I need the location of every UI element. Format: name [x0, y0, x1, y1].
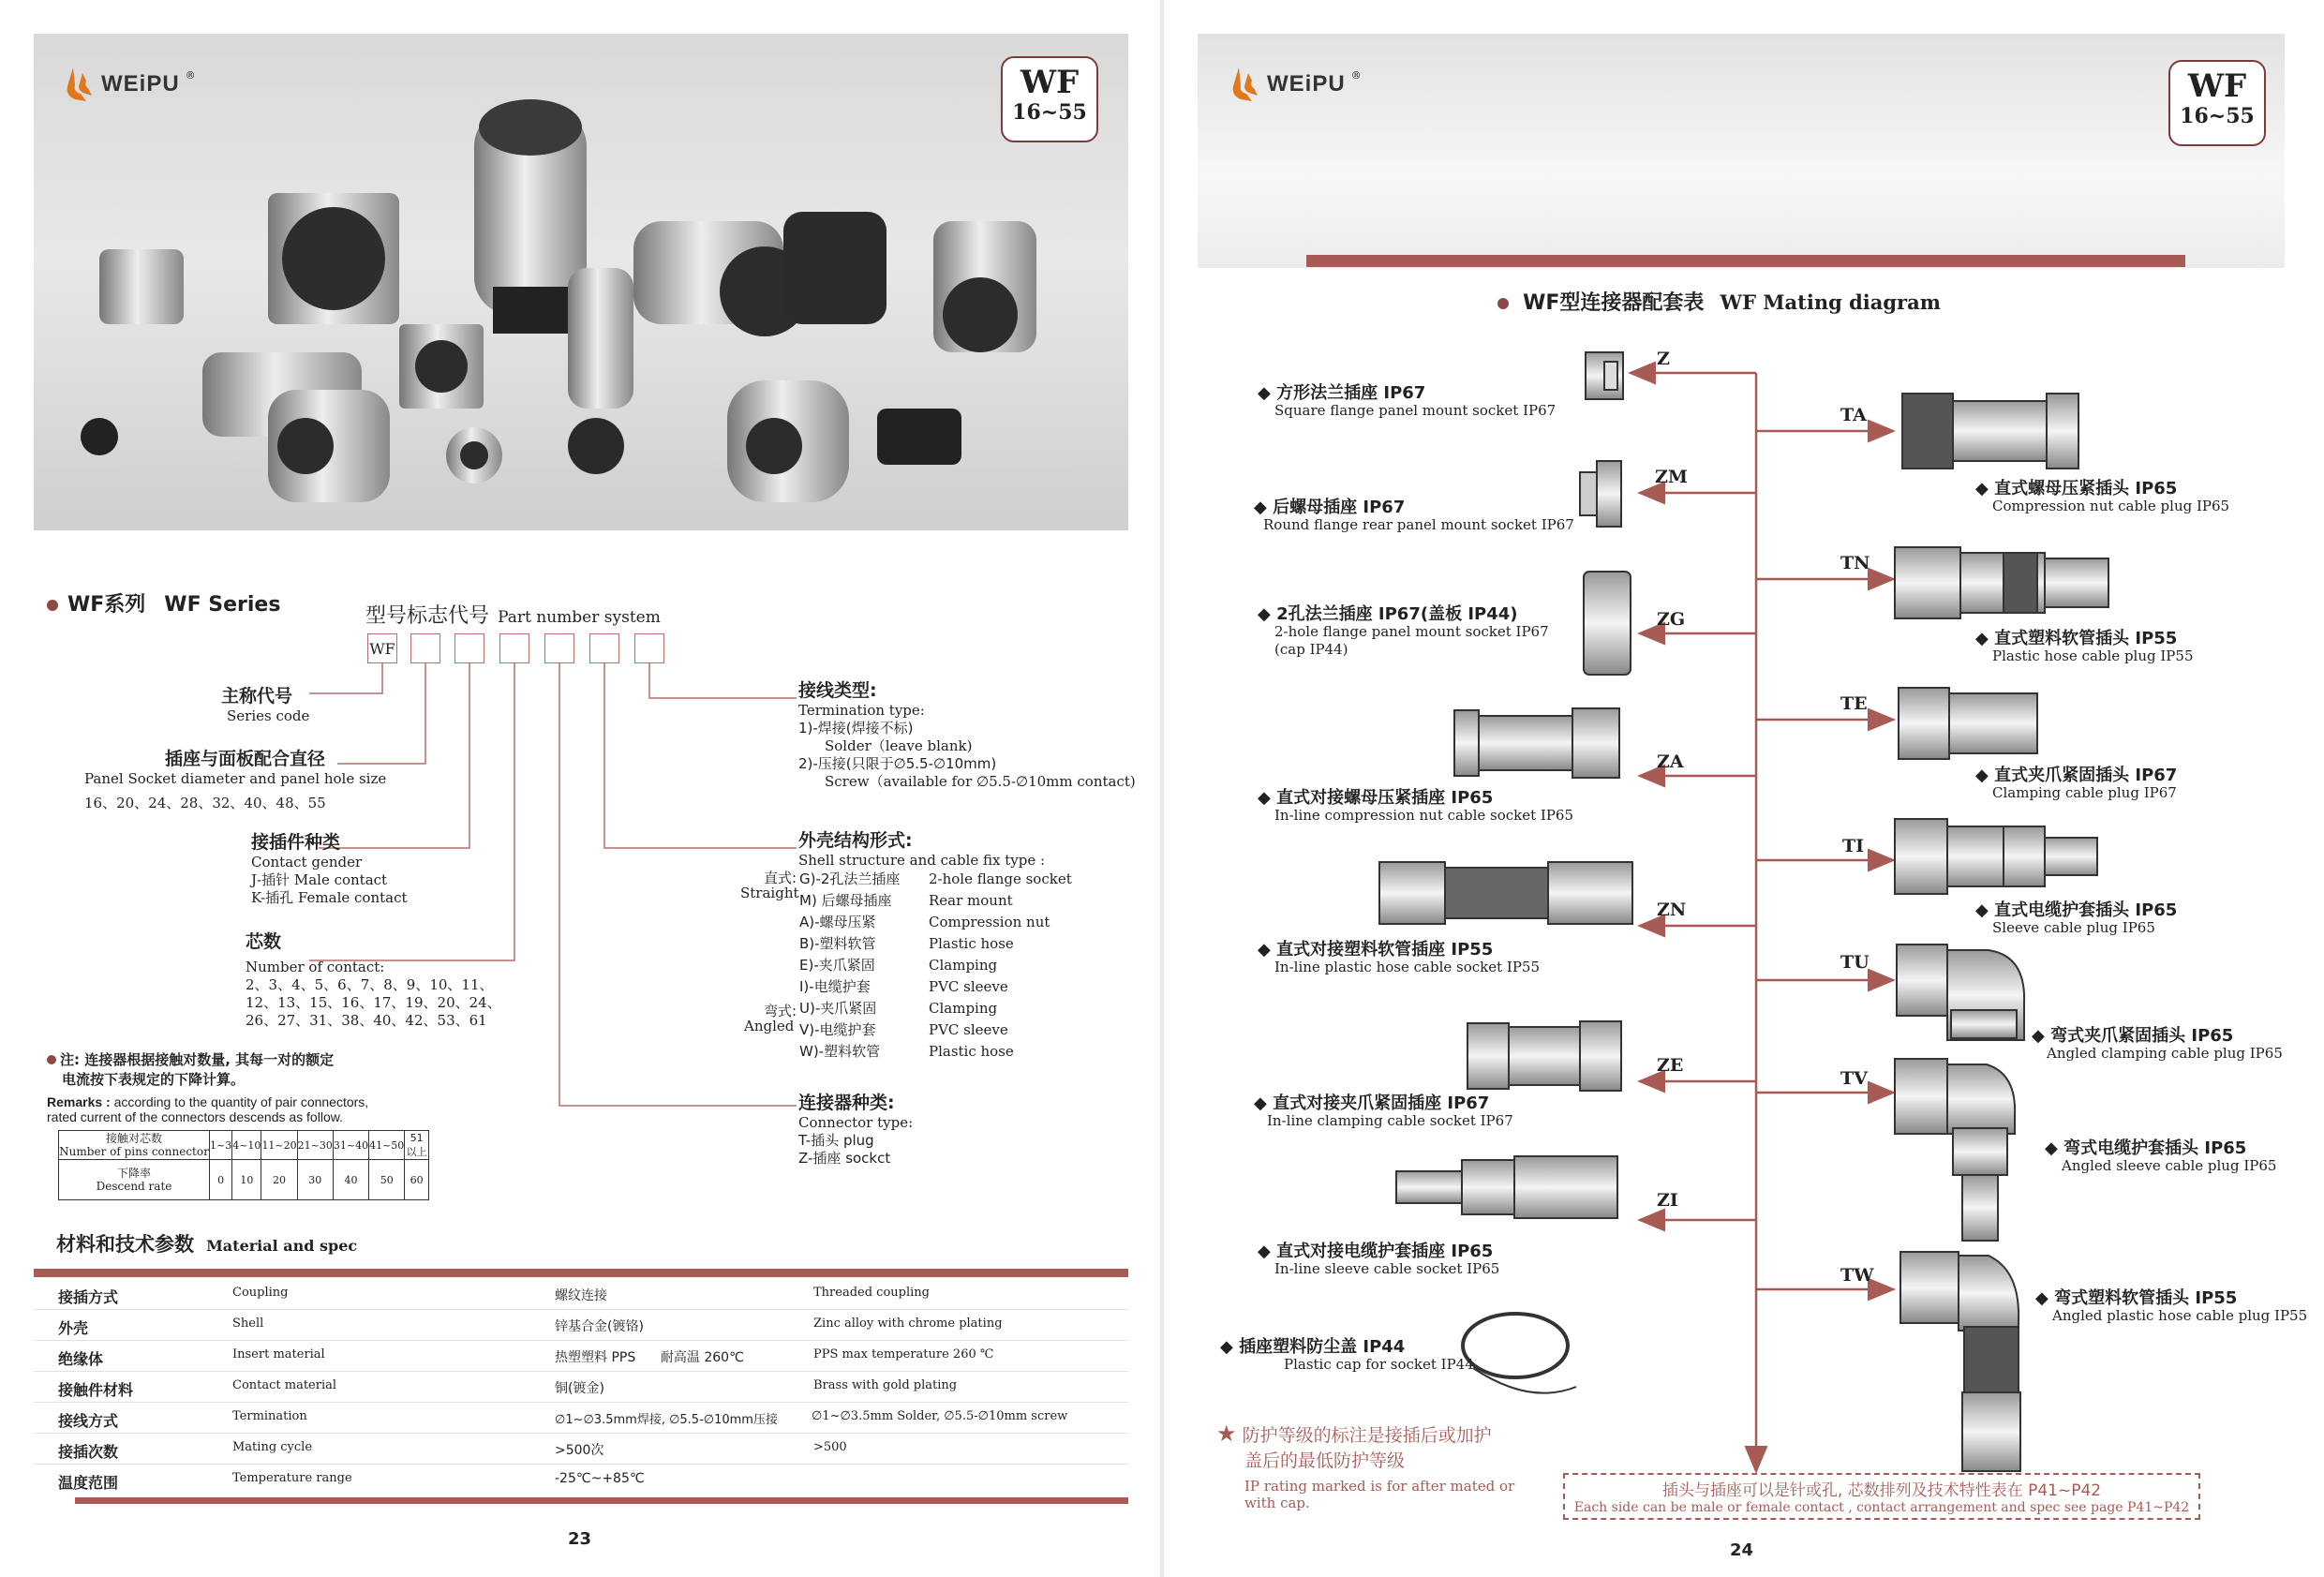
spec-row — [34, 1371, 1128, 1403]
shell-row — [799, 870, 1072, 891]
spec-label-cn: 接触件材料 — [58, 1381, 134, 1399]
shell-row-code: A)-螺母压紧 — [799, 914, 876, 930]
plug-en: Angled sleeve cable plug IP65 — [2062, 1157, 2277, 1174]
diameter-en: Panel Socket diameter and panel hole size — [84, 770, 387, 787]
shell-row — [799, 999, 1072, 1020]
derating-rate-cell: 0 — [210, 1160, 232, 1200]
spec-label-en: Termination — [232, 1409, 307, 1423]
termination-solder-en: Solder（leave blank) — [825, 737, 973, 754]
mating-heading-en: WF Mating diagram — [1720, 290, 1941, 314]
shell-row — [799, 956, 1072, 977]
right-page — [1164, 0, 2324, 1577]
socket-cn: 直式对接电缆护套插座 IP65 — [1276, 1242, 1494, 1261]
cap-cn: 插座塑料防尘盖 IP44 — [1239, 1337, 1406, 1357]
contact-gender-female: K-插孔 Female contact — [251, 889, 408, 906]
connector-type-en: Connector type: — [798, 1114, 914, 1131]
plug-en: Sleeve cable plug IP65 — [1992, 919, 2155, 936]
derating-rate-cell: 40 — [333, 1160, 368, 1200]
shell-row — [799, 891, 1072, 913]
derating-pins-cell: 4~10 — [232, 1131, 261, 1160]
derating-rate-cell: 50 — [369, 1160, 405, 1200]
spec-value-en: Threaded coupling — [813, 1286, 930, 1300]
contacts-values-2: 12、13、15、16、17、19、20、24、 — [246, 994, 501, 1011]
contact-gender-en: Contact gender — [251, 854, 363, 870]
socket-desc: ◆ 方形法兰插座 IP67 Square flange panel mount socket IP67 — [1258, 383, 1557, 419]
shell-structure-label — [798, 826, 1045, 870]
spec-value-en: >500 — [813, 1440, 847, 1454]
spec-value-en: PPS max temperature 260 ℃ — [813, 1347, 994, 1361]
termination-screw-cn: 2)-压接(只限于∅5.5-∅10mm) — [798, 755, 997, 772]
diameter-cn: 插座与面板配合直径 — [165, 749, 326, 769]
material-heading-en: Material and spec — [206, 1237, 358, 1255]
shell-row-en: Rear mount — [929, 892, 1013, 909]
plug-cn: 直式螺母压紧插头 IP65 — [1994, 479, 2178, 498]
derating-table — [58, 1130, 429, 1200]
socket-desc: ◆ 直式对接夹爪紧固插座 IP67 In-line clamping cable socket IP67 — [1254, 1093, 1513, 1129]
derating-row-pins — [59, 1131, 429, 1160]
page-number-right: 24 — [1730, 1540, 1754, 1560]
spec-label-cn: 绝缘体 — [58, 1350, 104, 1368]
shell-row-en: PVC sleeve — [929, 978, 1008, 995]
note-en-1: according to the quantity of pair connectors, — [113, 1094, 369, 1109]
spec-value-cn: 锌基合金(镀铬) — [555, 1319, 644, 1334]
shell-row-en: 2-hole flange socket — [929, 870, 1072, 887]
spec-value-cn: >500次 — [555, 1443, 604, 1458]
derating-pins-cell: 31~40 — [333, 1131, 368, 1160]
spec-row — [34, 1309, 1128, 1341]
derating-rate-cell: 60 — [405, 1160, 429, 1200]
contact-gender-label — [251, 828, 408, 907]
socket-en: In-line plastic hose cable socket IP55 — [1274, 959, 1541, 975]
spec-label-cn: 外壳 — [58, 1319, 89, 1337]
shell-en: Shell structure and cable fix type : — [798, 852, 1046, 869]
code-tv: TV — [1840, 1068, 1868, 1089]
cap-en: Plastic cap for socket IP44 — [1284, 1356, 1474, 1373]
termination-screw-en: Screw（available for ∅5.5-∅10mm contact) — [825, 773, 1136, 790]
socket-desc: ◆ 直式对接电缆护套插座 IP65 In-line sleeve cable socket IP65 — [1258, 1242, 1500, 1277]
socket-cn: 方形法兰插座 IP67 — [1276, 383, 1426, 403]
ip-note-cn-1: 防护等级的标注是接插后或加护 — [1242, 1425, 1492, 1446]
shell-row — [799, 977, 1072, 999]
spec-row — [34, 1464, 1128, 1495]
remarks-label: Remarks : — [47, 1094, 111, 1109]
spec-label-en: Coupling — [232, 1286, 289, 1300]
plug-desc: ◆ 直式塑料软管插头 IP55 Plastic hose cable plug IP55 — [1975, 629, 2194, 664]
bottom-note-cn: 插头与插座可以是针或孔, 芯数排列及技术特性表在 P41~P42 — [1661, 1481, 2102, 1500]
code-z: Z — [1657, 349, 1670, 369]
shell-row — [799, 934, 1072, 956]
shell-row-en: Compression nut — [929, 914, 1050, 930]
plug-en: Angled clamping cable plug IP65 — [2047, 1045, 2283, 1062]
derating-rate-cell: 30 — [297, 1160, 333, 1200]
ip-note-en-2: with cap. — [1244, 1495, 1310, 1511]
ip-note — [1216, 1421, 1514, 1511]
contacts-en: Number of contact: — [246, 959, 385, 975]
straight-en: Straight — [740, 885, 799, 901]
page-number-left: 23 — [568, 1529, 592, 1549]
plug-desc: ◆ 直式螺母压紧插头 IP65 Compression nut cable plug IP65 — [1975, 479, 2230, 514]
note-cn-2: 电流按下表规定的下降计算。 — [62, 1071, 246, 1088]
derating-row-rates — [59, 1160, 429, 1200]
spec-label-cn: 接线方式 — [58, 1412, 119, 1430]
shell-list — [799, 870, 1072, 1064]
star-icon: ★ — [1216, 1421, 1237, 1447]
socket-cn: 直式对接夹爪紧固插座 IP67 — [1273, 1093, 1490, 1113]
mating-heading-cn: WF型连接器配套表 — [1523, 291, 1705, 315]
spec-value-cn: -25℃~+85℃ — [555, 1471, 645, 1486]
plug-desc: ◆ 直式电缆护套插头 IP65 Sleeve cable plug IP65 — [1975, 900, 2178, 936]
derating-pins-cell: 11~20 — [261, 1131, 297, 1160]
part-number-cn: 型号标志代号 — [365, 604, 490, 628]
socket-en: In-line compression nut cable socket IP65 — [1274, 807, 1574, 824]
shell-row-code: U)-夹爪紧固 — [799, 1000, 877, 1017]
spec-bottom-bar — [75, 1497, 1128, 1504]
derating-rate-cn: 下降率 — [116, 1167, 151, 1180]
plug-desc: ◆ 直式夹爪紧固插头 IP67 Clamping cable plug IP67 — [1975, 766, 2178, 801]
series-code-cn: 主称代号 — [221, 686, 293, 707]
series-heading-cn: WF系列 — [67, 593, 146, 617]
plug-cn: 直式电缆护套插头 IP65 — [1994, 900, 2178, 920]
spec-label-en: Mating cycle — [232, 1440, 313, 1454]
contact-gender-cn: 接插件种类 — [251, 832, 341, 853]
spec-value-en: Brass with gold plating — [813, 1378, 958, 1392]
series-code-label — [221, 682, 309, 724]
socket-desc: ◆ 2孔法兰插座 IP67(盖板 IP44) 2-hole flange panel mount socket IP67 (cap IP44) — [1258, 604, 1549, 658]
plug-cn: 直式夹爪紧固插头 IP67 — [1994, 766, 2178, 785]
derating-pins-cell: 1~3 — [210, 1131, 232, 1160]
spec-label-en: Contact material — [232, 1378, 337, 1392]
plug-desc: ◆ 弯式塑料软管插头 IP55 Angled plastic hose cable plug IP55 — [2035, 1288, 2308, 1324]
shell-row-en: PVC sleeve — [929, 1021, 1008, 1038]
contact-gender-male: J-插针 Male contact — [251, 871, 388, 888]
socket-desc: ◆ 直式对接螺母压紧插座 IP65 In-line compression nut cable socket IP65 — [1258, 788, 1574, 824]
shell-row-code: M) 后螺母插座 — [799, 892, 892, 909]
socket-en: Round flange rear panel mount socket IP67 — [1263, 516, 1574, 533]
connector-type-plug: T-插头 plug — [798, 1132, 874, 1149]
code-ze: ZE — [1657, 1055, 1684, 1076]
spec-label-en: Temperature range — [232, 1471, 352, 1485]
spec-top-bar — [34, 1269, 1128, 1277]
shell-row-en: Plastic hose — [929, 935, 1014, 952]
shell-row-code: W)-塑料软管 — [799, 1043, 881, 1060]
socket-cn: 直式对接塑料软管插座 IP55 — [1276, 940, 1494, 960]
socket-en: 2-hole flange panel mount socket IP67 — [1274, 623, 1549, 640]
derating-pins-cell: 51以上 — [406, 1131, 427, 1158]
plug-cn: 弯式电缆护套插头 IP65 — [2063, 1138, 2247, 1158]
code-zi: ZI — [1657, 1190, 1678, 1211]
plug-en: Clamping cable plug IP67 — [1992, 784, 2177, 801]
cap-desc: ◆ 插座塑料防尘盖 IP44 Plastic cap for socket IP44 — [1220, 1337, 1474, 1373]
socket-cn: 直式对接螺母压紧插座 IP65 — [1276, 788, 1494, 808]
spec-row — [34, 1433, 1128, 1465]
spec-row — [34, 1278, 1128, 1310]
contacts-values-1: 2、3、4、5、6、7、8、9、10、11、 — [246, 976, 494, 993]
socket-desc: ◆ 直式对接塑料软管插座 IP55 In-line plastic hose cable socket IP55 — [1258, 940, 1541, 975]
shell-cn: 外壳结构形式: — [798, 830, 913, 851]
angled-cn: 弯式: — [763, 1003, 797, 1019]
left-page — [0, 0, 1160, 1577]
termination-solder-cn: 1)-焊接(焊接不标) — [798, 720, 914, 736]
code-ta: TA — [1840, 405, 1867, 425]
shell-row-en: Clamping — [929, 957, 998, 974]
shell-row — [799, 913, 1072, 934]
code-zn: ZN — [1657, 900, 1687, 920]
contacts-values-3: 26、27、31、38、40、42、53、61 — [246, 1012, 487, 1029]
termination-en: Termination type: — [798, 702, 925, 719]
connector-type-cn: 连接器种类: — [798, 1093, 895, 1113]
logo-text: WEiPU — [1267, 71, 1346, 97]
termination-label — [798, 677, 1136, 791]
socket-cn: 2孔法兰插座 IP67(盖板 IP44) — [1276, 604, 1518, 624]
plug-en: Angled plastic hose cable plug IP55 — [2052, 1307, 2308, 1324]
bottom-note-en: Each side can be male or female contact , contact arrangement and spec see page P41~P42 — [1573, 1500, 2190, 1515]
spec-value-en: ∅1~∅3.5mm Solder, ∅5.5-∅10mm screw — [812, 1409, 1068, 1423]
badge-series: WF — [2187, 67, 2247, 105]
code-tn: TN — [1840, 553, 1870, 573]
code-zm: ZM — [1655, 467, 1688, 487]
diameter-values: 16、20、24、28、32、40、48、55 — [84, 795, 326, 811]
shell-row-code: I)-电缆护套 — [799, 978, 871, 995]
spec-value-cn: ∅1~∅3.5mm焊接, ∅5.5-∅10mm压接 — [555, 1413, 778, 1427]
series-code-en: Series code — [227, 707, 310, 724]
derating-pins-cell: 21~30 — [297, 1131, 333, 1160]
spec-label-cn: 温度范围 — [58, 1474, 119, 1492]
shell-row-code: E)-夹爪紧固 — [799, 957, 875, 974]
part-number-en: Part number system — [498, 608, 661, 627]
spec-label-en: Shell — [232, 1317, 264, 1331]
badge-range: 16~55 — [1012, 100, 1087, 125]
derating-rate-cell: 10 — [232, 1160, 261, 1200]
registered-mark: ® — [185, 68, 196, 82]
connector-type-socket: Z-插座 sockct — [798, 1150, 891, 1167]
derating-pins-cell: 41~50 — [369, 1131, 405, 1160]
spec-value-cn: 热塑塑料 PPS 耐高温 260℃ — [555, 1350, 744, 1365]
code-za: ZA — [1657, 751, 1684, 772]
plug-en: Plastic hose cable plug IP55 — [1992, 647, 2194, 664]
note-cn-1: 注: 连接器根据接触对数量, 其每一对的额定 — [60, 1051, 335, 1068]
code-ti: TI — [1842, 836, 1865, 856]
code-zg: ZG — [1657, 609, 1686, 630]
logo-text: WEiPU — [101, 71, 180, 97]
spec-label-en: Insert material — [232, 1347, 325, 1361]
socket-en-cap: (cap IP44) — [1274, 641, 1348, 658]
bottom-note-box — [1563, 1473, 2200, 1520]
straight-cn: 直式: — [763, 870, 797, 886]
derating-pins-cn: 接触对芯数 — [105, 1132, 162, 1145]
remarks-note — [47, 1049, 440, 1124]
shell-row-code: V)-电缆护套 — [799, 1021, 876, 1038]
shell-row-en: Clamping — [929, 1000, 998, 1017]
diameter-label — [84, 745, 386, 812]
shell-row-code: B)-塑料软管 — [799, 935, 876, 952]
shell-row-en: Plastic hose — [929, 1043, 1014, 1060]
derating-rate-en: Descend rate — [96, 1180, 172, 1193]
note-en-2: rated current of the connectors descends as follow. — [47, 1109, 343, 1124]
socket-en: In-line sleeve cable socket IP65 — [1274, 1260, 1500, 1277]
spec-value-en: Zinc alloy with chrome plating — [813, 1317, 1003, 1331]
plug-cn: 弯式塑料软管插头 IP55 — [2054, 1288, 2238, 1308]
spec-label-cn: 接插方式 — [58, 1288, 119, 1306]
plug-en: Compression nut cable plug IP65 — [1992, 498, 2230, 514]
ip-note-en-1: IP rating marked is for after mated or — [1244, 1478, 1515, 1495]
plug-cn: 直式塑料软管插头 IP55 — [1994, 629, 2178, 648]
derating-pins-en: Number of pins connector — [59, 1145, 209, 1158]
socket-en: Square flange panel mount socket IP67 — [1274, 402, 1557, 419]
plug-desc: ◆ 弯式电缆护套插头 IP65 Angled sleeve cable plug IP65 — [2045, 1138, 2277, 1174]
registered-mark: ® — [1350, 68, 1362, 82]
spec-row — [34, 1340, 1128, 1372]
spec-value-cn: 螺纹连接 — [555, 1288, 607, 1303]
badge-series: WF — [1020, 64, 1080, 101]
code-te: TE — [1840, 693, 1868, 714]
socket-cn: 后螺母插座 IP67 — [1273, 498, 1406, 517]
series-heading-en: WF Series — [164, 593, 281, 617]
contacts-label — [246, 928, 501, 1030]
spec-row — [34, 1402, 1128, 1434]
angled-en: Angled — [744, 1018, 795, 1034]
socket-en: In-line clamping cable socket IP67 — [1267, 1112, 1513, 1129]
derating-rate-cell: 20 — [261, 1160, 297, 1200]
material-heading-cn: 材料和技术参数 — [56, 1233, 194, 1256]
termination-cn: 接线类型: — [798, 680, 877, 701]
shell-row — [799, 1042, 1072, 1064]
material-heading — [56, 1229, 357, 1257]
socket-desc: ◆ 后螺母插座 IP67 Round flange rear panel mount socket IP67 — [1254, 498, 1574, 533]
badge-range: 16~55 — [2180, 104, 2255, 128]
code-tw: TW — [1840, 1265, 1874, 1286]
contacts-cn: 芯数 — [246, 931, 282, 952]
bullet-icon — [47, 1055, 56, 1064]
connector-type-label — [798, 1089, 913, 1168]
shell-row — [799, 1020, 1072, 1042]
ip-note-cn-2: 盖后的最低防护等级 — [1244, 1451, 1406, 1471]
plug-cn: 弯式夹爪紧固插头 IP65 — [2050, 1026, 2234, 1046]
pn-box-series: WF — [367, 633, 397, 663]
spec-value-cn: 铜(镀金) — [555, 1381, 604, 1396]
code-tu: TU — [1840, 952, 1870, 973]
plug-desc: ◆ 弯式夹爪紧固插头 IP65 Angled clamping cable plug IP65 — [2032, 1026, 2283, 1062]
shell-row-code: G)-2孔法兰插座 — [799, 870, 901, 887]
spec-label-cn: 接插次数 — [58, 1443, 119, 1461]
